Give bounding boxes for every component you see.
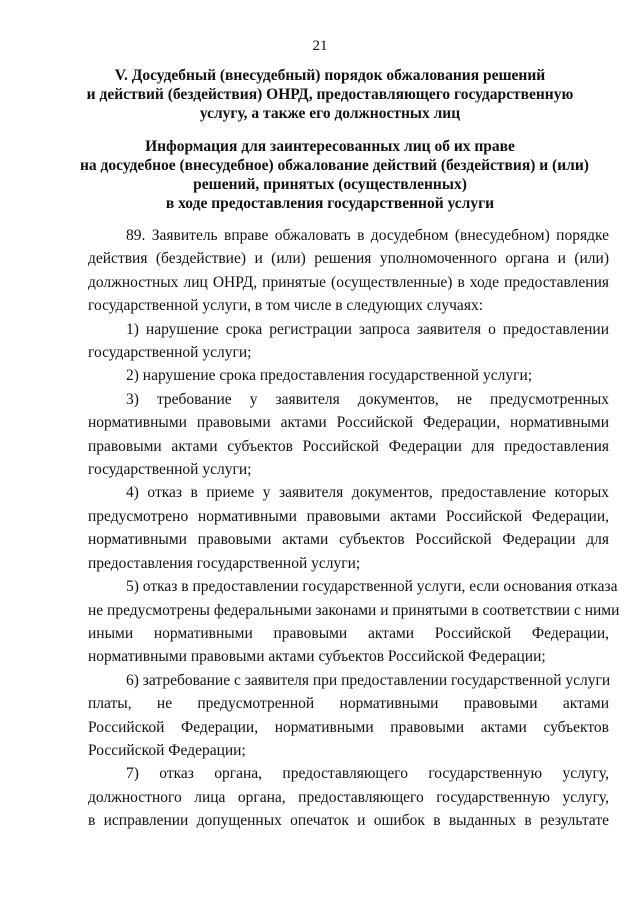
paragraph-line: должностного лица органа, предоставляющего государственную услугу, bbox=[88, 788, 609, 806]
paragraph-line: 6) затребование с заявителя при предоставлении государственной услуги bbox=[126, 671, 611, 689]
paragraph-line: предоставления государственной услуги; bbox=[88, 554, 361, 572]
page-number: 21 bbox=[312, 38, 328, 54]
paragraph-line: государственной услуги; bbox=[88, 344, 252, 362]
sub-heading-line: в ходе предоставления государственной услуги bbox=[165, 195, 495, 212]
paragraph-line: 4) отказ в приеме у заявителя документов, предоставление которых bbox=[126, 484, 609, 502]
paragraph bbox=[88, 388, 609, 482]
body-text bbox=[88, 224, 620, 833]
paragraph-line: платы, не предусмотренной нормативными правовыми актами bbox=[88, 695, 609, 713]
paragraph-line: иными нормативными правовыми актами Российской Федерации, bbox=[88, 624, 609, 642]
paragraph-line: предусмотрено нормативными правовыми актами Российской Федерации, bbox=[88, 507, 609, 525]
paragraph-line: государственной услуги; bbox=[88, 461, 252, 479]
paragraph-line: нормативными правовыми актами субъектов Российской Федерации; bbox=[88, 648, 546, 666]
paragraph-line: действия (бездействие) и (или) решения уполномоченного органа и (или) bbox=[88, 250, 609, 268]
paragraph-line: в исправлении допущенных опечаток и ошибок в выданных в результате bbox=[88, 812, 609, 830]
paragraph-line: нормативными правовыми актами субъектов Российской Федерации для bbox=[88, 531, 609, 549]
paragraph bbox=[88, 669, 609, 763]
paragraph-line: 89. Заявитель вправе обжаловать в досудебном (внесудебном) порядке bbox=[126, 227, 609, 244]
paragraph bbox=[88, 224, 609, 318]
paragraph bbox=[88, 481, 609, 575]
sub-heading-line: на досудебное (внесудебное) обжалование действий (бездействия) и (или) bbox=[80, 157, 589, 174]
paragraph-line: 7) отказ органа, предоставляющего государственную услугу, bbox=[126, 765, 609, 783]
paragraph bbox=[88, 762, 609, 832]
paragraph-line: государственной услуги, в том числе в следующих случаях: bbox=[88, 297, 484, 315]
paragraph-line: должностных лиц ОНРД, принятые (осуществленные) в ходе предоставления bbox=[88, 273, 609, 291]
sub-heading bbox=[80, 137, 589, 213]
sub-heading-line: решений, принятых (осуществленных) bbox=[193, 176, 467, 193]
paragraph-line: 5) отказ в предоставлении государственной услуги, если основания отказа bbox=[126, 578, 618, 596]
paragraph bbox=[88, 318, 609, 365]
paragraph-line: Российской Федерации; bbox=[88, 741, 246, 759]
paragraph-line: 3) требование у заявителя документов, не предусмотренных bbox=[126, 390, 609, 408]
section-heading-line: услугу, а также его должностных лиц bbox=[199, 105, 461, 122]
section-heading-line: и действий (бездействия) ОНРД, предоставляющего государственную bbox=[86, 86, 574, 103]
paragraph-line: Российской Федерации, нормативными правовыми актами субъектов bbox=[88, 718, 609, 736]
section-heading-line: V. Досудебный (внесудебный) порядок обжалования решений bbox=[114, 67, 546, 84]
paragraph-line: правовыми актами субъектов Российской Федерации для предоставления bbox=[88, 437, 609, 455]
paragraph-line: нормативными правовыми актами Российской Федерации, нормативными bbox=[88, 414, 609, 432]
paragraph-line: 1) нарушение срока регистрации запроса заявителя о предоставлении bbox=[126, 320, 609, 338]
paragraph bbox=[88, 575, 620, 669]
sub-heading-line: Информация для заинтересованных лиц об их праве bbox=[145, 138, 515, 155]
paragraph bbox=[88, 364, 609, 387]
paragraph-line: не предусмотрены федеральными законами и принятыми в соответствии с ними bbox=[88, 601, 620, 619]
paragraph-line: 2) нарушение срока предоставления государственной услуги; bbox=[126, 367, 533, 385]
section-heading bbox=[80, 66, 580, 123]
